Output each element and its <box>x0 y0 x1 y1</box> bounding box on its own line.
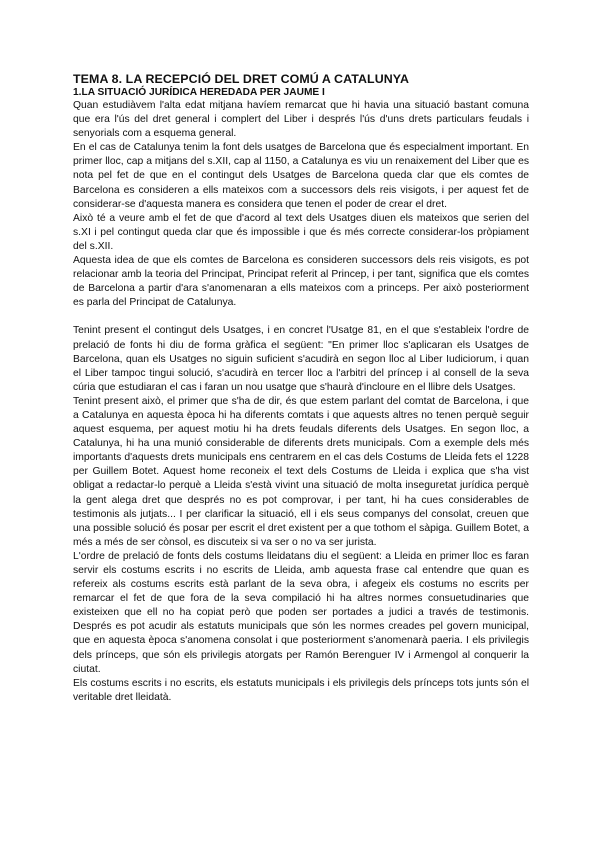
paragraph: Els costums escrits i no escrits, els estatuts municipals i els privilegis dels prínceps tots junts són el veritable dret lleidatà. <box>73 677 529 703</box>
paragraph: L'ordre de prelació de fonts dels costums lleidatans diu el següent: a Lleida en primer lloc es faran servir els costums escrits i no escrits de Lleida, amb aquesta frase cal entendre que quan es refereix als costums escrits està parlant de la seva obra, i afegeix els costums no escrits per remarcar el fet de que fora de la seva compilació hi ha altres normes consuetudinaries que existeixen que ell no ha copiat però que poden ser portades a judici a través de testimonis. Després es pot acudir als estatuts municipals que són les normes creades pel govern municipal, que en aquesta època s'anomena consolat i que posteriorment s'anomenarà paeria. I els privilegis dels prínceps, que són els privilegis atorgats per Ramón Berenguer IV i Armengol al conquerir la ciutat. <box>73 550 529 675</box>
paragraph-spacer <box>73 310 529 324</box>
paragraph: Aquesta idea de que els comtes de Barcelona es consideren successors dels reis visigots, es pot relacionar amb la teoria del Principat, Principat referit al Princep, i per tant, significa que els comtes de Barcelona a partir d'ara s'anomenaran a ells mateixos com a princeps. Per això posteriorment es parla del Principat de Catalunya. <box>73 255 529 309</box>
paragraph: Això té a veure amb el fet de que d'acord al text dels Usatges diuen els mateixos que serien del s.XI i pel contingut queda clar que és impossible i que és més correcte considerar-los pròpiament del s.XII. <box>73 212 529 252</box>
paragraph: Quan estudiàvem l'alta edat mitjana havíem remarcat que hi havia una situació bastant comuna que era l'ús del dret general i complert del Liber i després l'ús d'uns drets particulars feudals i senyorials com a esquema general. <box>73 100 529 140</box>
paragraph: En el cas de Catalunya tenim la font dels usatges de Barcelona que és especialment important. En primer lloc, cap a mitjans del s.XII, cap al 1150, a Catalunya es viu un renaixement del Liber que es nota pel fet de que en el contingut dels Usatges de Barcelona queda clar que els comtes de Barcelona es consideren a ells mateixos com a successors dels reis visigots, i per aquest fet de considerar-se d'aquesta manera es considera que tenen el poder de crear el dret. <box>73 142 529 210</box>
section-heading: 1.LA SITUACIÓ JURÍDICA HEREDADA PER JAUME I <box>73 87 325 98</box>
paragraph: Tenint present el contingut dels Usatges, i en concret l'Usatge 81, en el que s'estableix l'ordre de prelació de fonts hi diu de forma gràfica el següent: "En primer lloc s'aplicaran els Usatges de Barcelona, quan els Usatges no siguin suficient s'acudirà en segon lloc al Liber Iudiciorum, i quan el Liber tampoc tingui solució, s'acudirà en tercer lloc a l'arbitri del príncep i al consell de la seva cúria que estudiaran el cas i faran un nou usatge que s'haurà d'incloure en el llibre dels Usatges. <box>73 325 529 393</box>
paragraph: Tenint present això, el primer que s'ha de dir, és que estem parlant del comtat de Barcelona, i que a Catalunya en aquesta època hi ha diferents comtats i que aquests altres no tenen perquè seguir aquest esquema, per aquest motiu hi ha drets feudals diferents dels Usatges. En segon lloc, a Catalunya, hi ha una munió considerable de diferents drets municipals. Com a exemple dels més importants d'aquests drets municipals ens centrarem en el cas dels Costums de Lleida fets el 1228 per Guillem Botet. Aquest home reconeix el text dels Costums de Lleida i explica que s'ha vist obligat a redactar-lo perquè a Lleida s'està vivint una situació de molta inseguretat jurídica perquè la gent alega dret que després no es pot comprovar, i per tant, hi ha cues considerables de testimonis als jutjats... I per clarificar la situació, ell i els seus companys del consolat, creuen que una possible solució és posar per escrit el dret existent per a que tothom el sàpiga. Guillem Botet, a més a més de ser cònsol, es discuteix si va ser o no va ser jurista. <box>73 395 529 548</box>
page-title: TEMA 8. LA RECEPCIÓ DEL DRET COMÚ A CATALUNYA <box>73 72 410 86</box>
document-page <box>73 72 529 705</box>
